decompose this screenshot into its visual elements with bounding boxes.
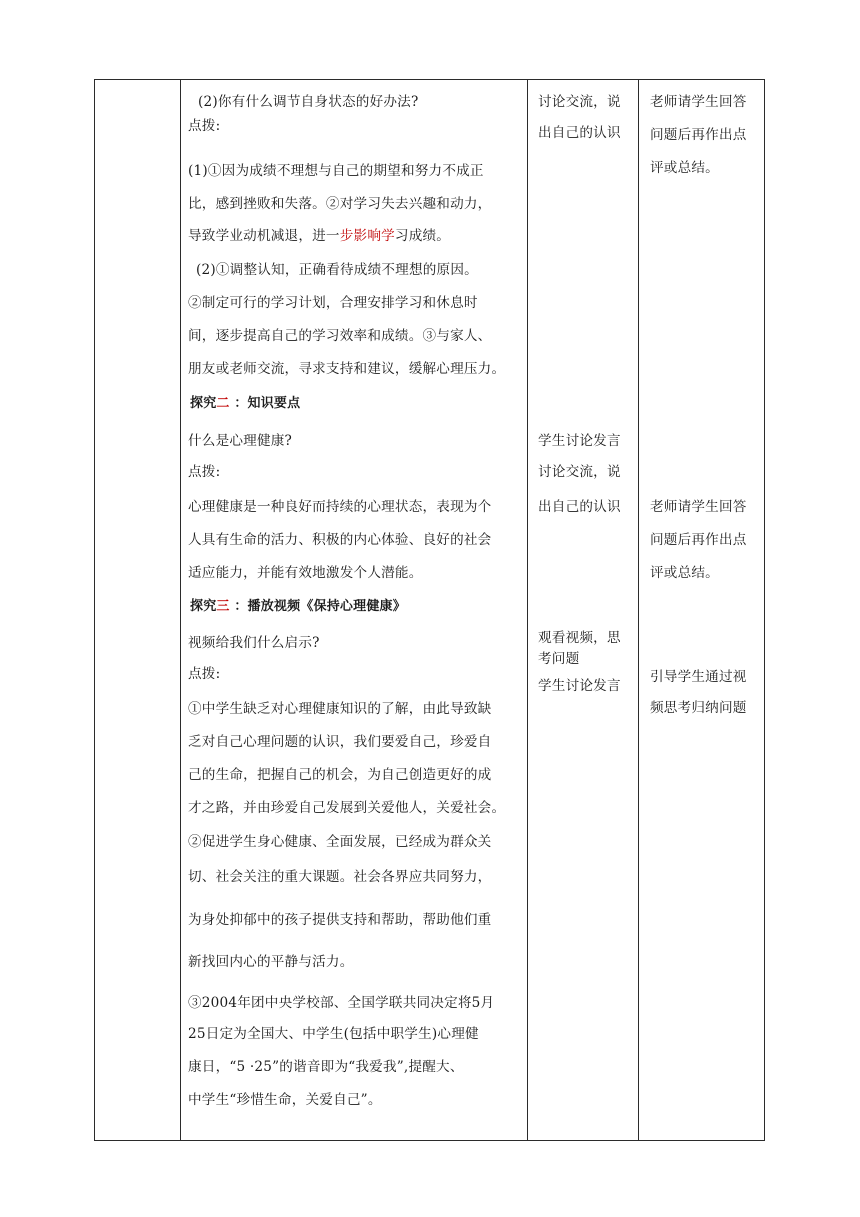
answer-4-line: 才之路，并由珍爱自己发展到关爱他人，关爱社会。 [188,800,506,816]
heading-text: ：知识要点 [229,396,301,411]
answer-5-line: 新找回内心的平静与活力。 [188,954,354,970]
student-activity-text: 观看视频，思 [538,630,621,646]
teacher-activity-text: 问题后再作出点 [650,127,747,143]
table-right-border [764,79,765,1141]
answer-2-line: 朋友或老师交流，寻求支持和建议，缓解心理压力。 [188,361,506,377]
answer-5-line: ②促进学生身心健康、全面发展，已经成为群众关 [188,834,492,850]
student-activity-text: 学生讨论发言 [538,678,621,694]
teacher-activity-text: 评或总结。 [650,565,719,581]
teacher-activity-text: 评或总结。 [650,160,719,176]
table-top-border [94,79,765,80]
text-segment: 导致学业动机减退，进一 [188,228,340,244]
hint-label: 点拨: [188,666,221,682]
student-activity-text: 出自己的认识 [538,499,621,515]
teacher-activity-text: 引导学生通过视 [650,669,747,685]
answer-1-line [188,227,450,245]
heading-prefix: 探究 [190,599,217,614]
answer-3-line: 人具有生命的活力、积极的内心体验、良好的社会 [188,532,492,548]
heading-text: ：播放视频《保持心理健康》 [229,599,406,614]
column-divider-2 [527,79,528,1141]
answer-5-line: 为身处抑郁中的孩子提供支持和帮助，帮助他们重 [188,912,492,928]
column-divider-3 [638,79,639,1141]
student-activity-text: 讨论交流，说 [538,94,621,110]
section-heading-explore-2 [190,395,300,413]
teacher-activity-text: 老师请学生回答 [650,94,747,110]
answer-6-line: 康日，“5 ·25”的谐音即为“我爱我”,提醒大、 [188,1059,464,1075]
answer-6-line: 中学生“珍惜生命，关爱自己”。 [188,1092,382,1108]
table-bottom-border [94,1140,765,1141]
answer-4-line: 己的生命，把握自己的机会，为自己创造更好的成 [188,767,492,783]
answer-6-line: 25日定为全国大、中学生(包括中职学生)心理健 [188,1026,479,1042]
answer-5-line: 切、社会关注的重大课题。社会各界应共同努力， [188,869,492,885]
text-segment: 习成绩。 [394,228,451,244]
question-4: 视频给我们什么启示? [188,635,320,651]
teacher-activity-text: 问题后再作出点 [650,532,747,548]
answer-2-line: ②制定可行的学习计划，合理安排学习和休息时 [188,295,478,311]
answer-1-line: (1)①因为成绩不理想与自己的期望和努力不成正 [188,163,484,179]
answer-3-line: 心理健康是一种良好而持续的心理状态，表现为个 [188,499,492,515]
hint-label: 点拨: [188,464,221,480]
answer-1-line: 比，感到挫败和失落。②对学习失去兴趣和动力， [188,196,492,212]
answer-3-line: 适应能力，并能有效地激发个人潜能。 [188,565,423,581]
question-3: 什么是心理健康? [188,433,293,449]
student-activity-text: 考问题 [538,651,580,667]
student-activity-text: 讨论交流，说 [538,464,621,480]
heading-prefix: 探究 [190,396,217,411]
teacher-activity-text: 老师请学生回答 [650,499,747,515]
heading-number: 三 [216,599,230,614]
section-heading-explore-3 [190,598,406,616]
highlighted-text: 步影响学 [339,228,395,244]
heading-number: 二 [216,396,230,411]
student-activity-text: 学生讨论发言 [538,433,621,449]
answer-6-line: ③2004年团中央学校部、全国学联共同决定将5月 [188,995,495,1011]
teacher-activity-text: 频思考归纳问题 [650,700,747,716]
question-2-title: (2)你有什么调节自身状态的好办法? [198,94,419,110]
answer-2-line: 间，逐步提高自己的学习效率和成绩。③与家人、 [188,328,492,344]
hint-label: 点拨: [188,118,221,134]
answer-4-line: ①中学生缺乏对心理健康知识的了解，由此导致缺 [188,701,492,717]
answer-2-line: (2)①调整认知，正确看待成绩不理想的原因。 [196,262,478,278]
student-activity-text: 出自己的认识 [538,125,621,141]
answer-4-line: 乏对自己心理问题的认识，我们要爱自己，珍爱自 [188,734,492,750]
table-left-border [94,79,95,1141]
column-divider-1 [180,79,181,1141]
